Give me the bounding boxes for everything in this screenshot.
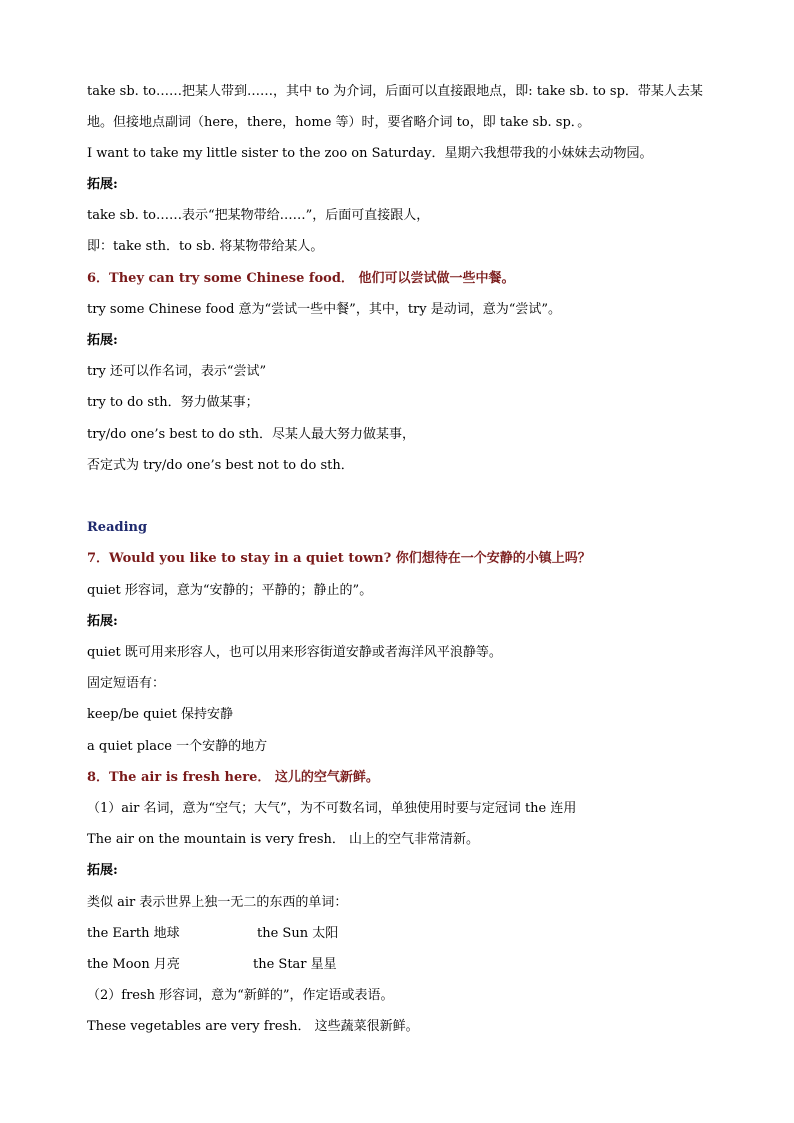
extension-text: try 还可以作名词，表示“尝试” — [87, 364, 267, 379]
example-sentence: These vegetables are very fresh． 这些蔬菜很新鲜。 — [87, 1019, 419, 1034]
word-pair-row — [87, 926, 338, 942]
phrase-line: keep/be quiet 保持安静 — [87, 707, 234, 722]
section-heading-reading: Reading — [87, 520, 148, 535]
example-sentence: I want to take my little sister to the zoo on Saturday．星期六我想带我的小妹妹去动物园。 — [87, 146, 653, 161]
example-sentence: The air on the mountain is very fresh． 山上的空气非常清新。 — [87, 832, 479, 847]
phrase-line: try to do sth．努力做某事； — [87, 395, 259, 410]
paragraph-take-sb-to: take sb. to……把某人带到……，其中 to 为介词，后面可以直接跟地点，即: take sb. to sp．带某人去某 — [87, 84, 703, 99]
extension-text: 类似 air 表示世界上独一无二的东西的单词： — [87, 895, 348, 910]
word-pair-right: the Sun 太阳 — [257, 926, 339, 941]
explanation-text: try some Chinese food 意为“尝试一些中餐”，其中，try 是动词，意为“尝试”。 — [87, 302, 562, 317]
item-heading-6: 6．They can try some Chinese food． 他们可以尝试做一些中餐。 — [87, 271, 515, 286]
extension-heading: 拓展: — [87, 177, 118, 192]
word-pair-left: the Moon 月亮 — [87, 957, 180, 972]
word-pair-right: the Star 星星 — [253, 957, 337, 972]
explanation-text: （2）fresh 形容词，意为“新鲜的”，作定语或表语。 — [87, 988, 394, 1003]
word-pair-left: the Earth 地球 — [87, 926, 180, 941]
extension-heading: 拓展: — [87, 863, 118, 878]
phrase-line: try/do one’s best to do sth．尽某人最大努力做某事， — [87, 427, 416, 442]
word-pair-row — [87, 957, 337, 973]
extension-text: take sb. to……表示“把某物带给……”，后面可直接跟人， — [87, 208, 430, 223]
paragraph-take-sb-to-cont: 地。但接地点副词（here，there，home 等）时，要省略介词 to，即 take sb. sp．。 — [87, 115, 591, 130]
extension-text: quiet 既可用来形容人，也可以用来形容街道安静或者海洋风平浪静等。 — [87, 645, 502, 660]
item-heading-8: 8．The air is fresh here． 这儿的空气新鲜。 — [87, 770, 379, 785]
extension-heading: 拓展: — [87, 614, 118, 629]
phrase-line: a quiet place 一个安静的地方 — [87, 739, 268, 754]
phrase-line: 否定式为 try/do one’s best not to do sth． — [87, 458, 354, 473]
explanation-text: （1）air 名词，意为“空气；大气”，为不可数名词，单独使用时要与定冠词 the 连用 — [87, 801, 577, 816]
extension-text: 即：take sth．to sb. 将某物带给某人。 — [87, 239, 324, 254]
item-heading-7: 7．Would you like to stay in a quiet town? 你们想待在一个安静的小镇上吗？ — [87, 551, 591, 566]
fixed-phrase-label: 固定短语有： — [87, 676, 166, 691]
explanation-text: quiet 形容词，意为“安静的；平静的；静止的”。 — [87, 583, 373, 598]
extension-heading: 拓展: — [87, 333, 118, 348]
